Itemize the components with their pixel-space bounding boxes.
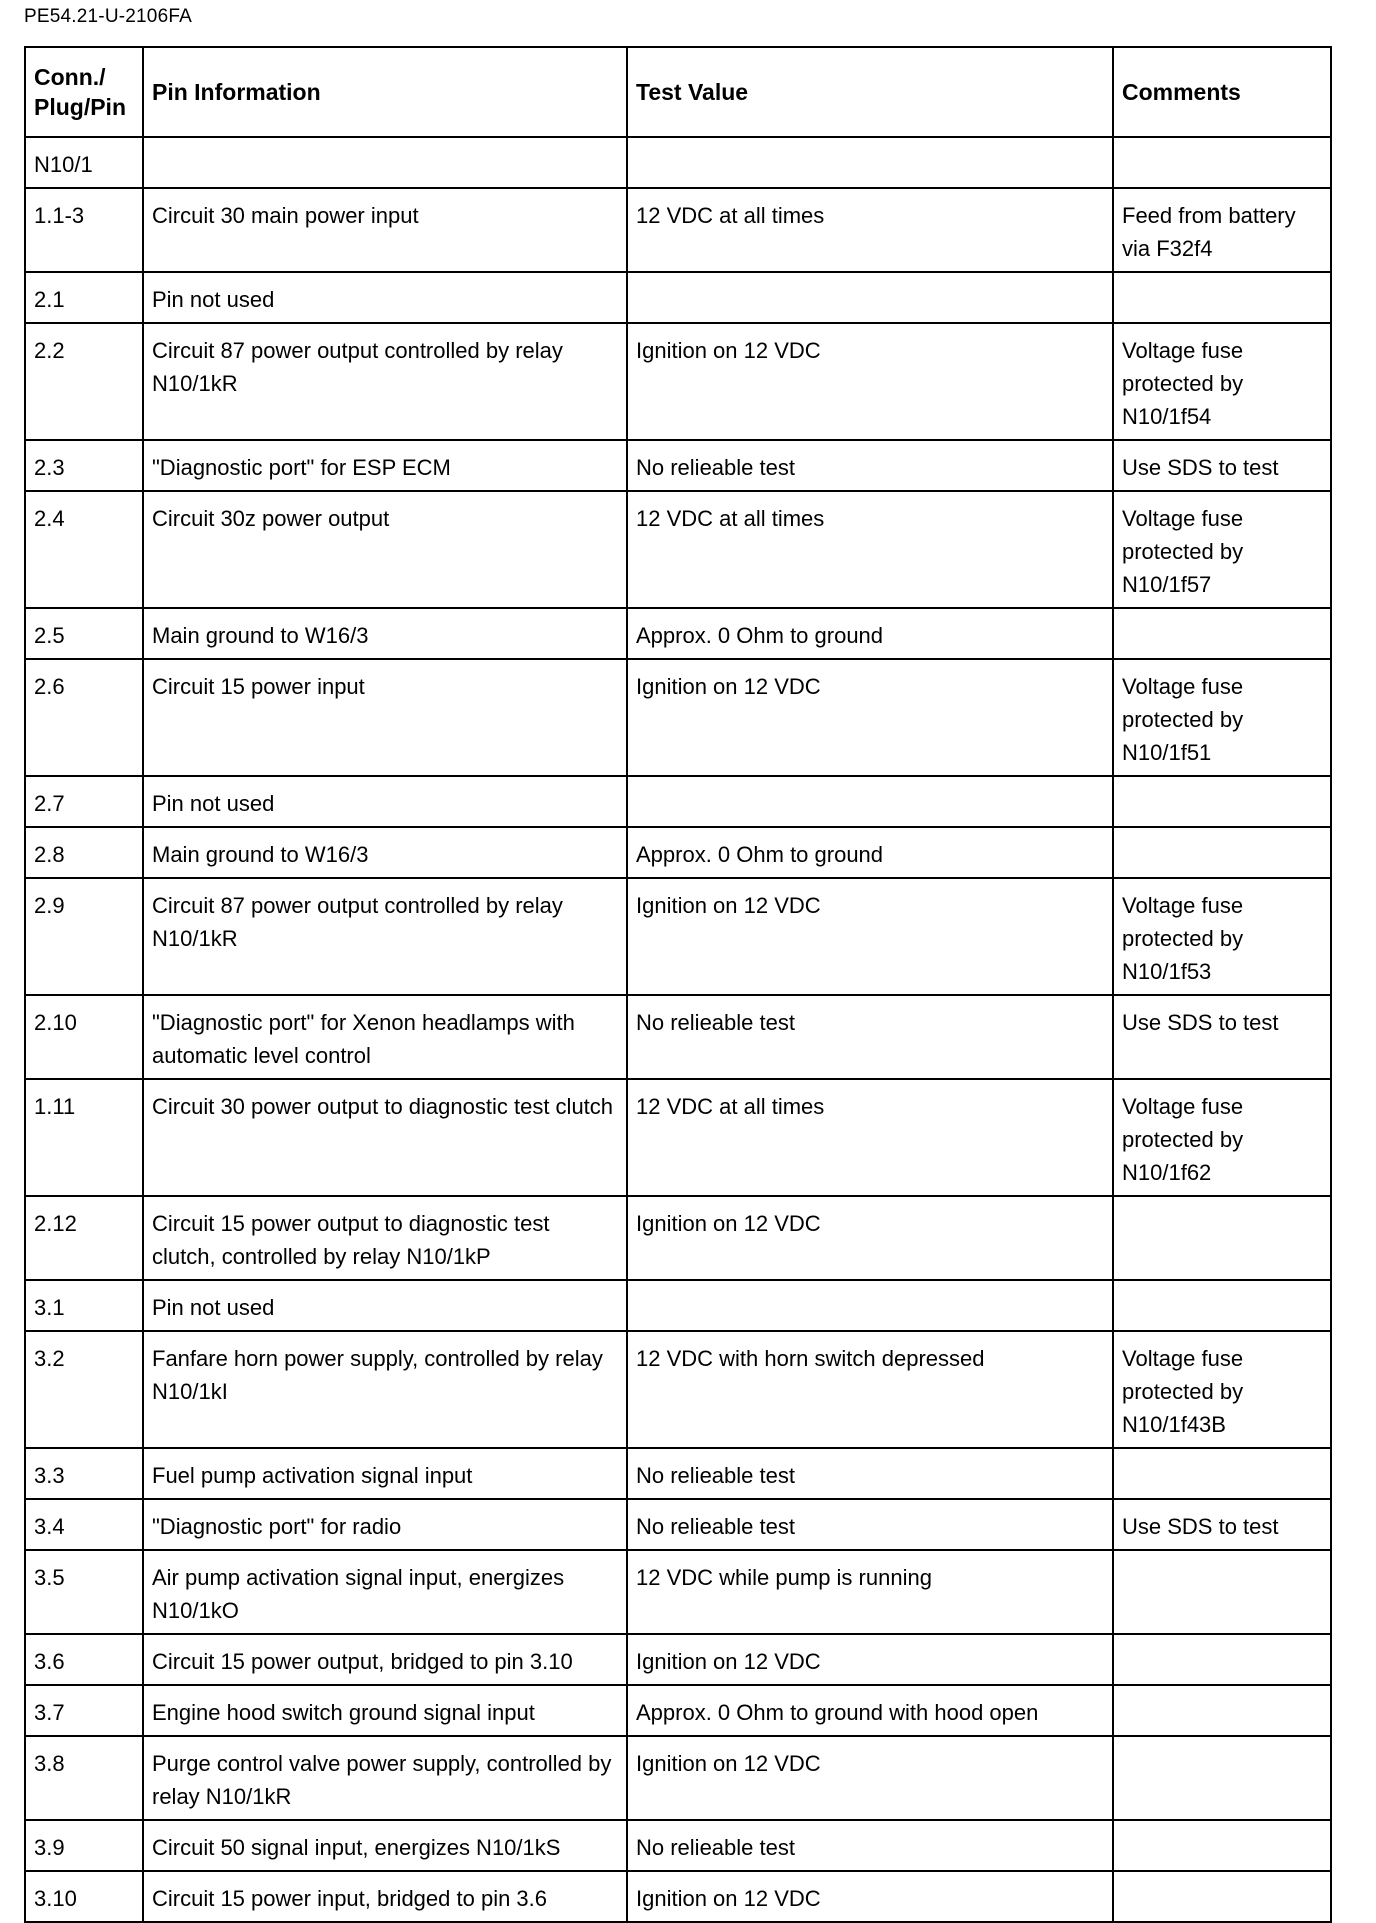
table-row (25, 995, 1331, 1079)
cell-comments (1113, 1736, 1331, 1820)
cell-pin: 3.10 (25, 1871, 143, 1922)
table-row (25, 1550, 1331, 1634)
cell-pin: 2.10 (25, 995, 143, 1079)
cell-pin: 2.5 (25, 608, 143, 659)
cell-test-value: Ignition on 12 VDC (627, 323, 1113, 440)
cell-comments (1113, 272, 1331, 323)
cell-comments (1113, 1820, 1331, 1871)
cell-test-value: 12 VDC at all times (627, 188, 1113, 272)
cell-pin-information: Fanfare horn power supply, controlled by relay N10/1kI (143, 1331, 627, 1448)
cell-test-value: No relieable test (627, 1448, 1113, 1499)
cell-pin-information: Circuit 15 power output to diagnostic test clutch, controlled by relay N10/1kP (143, 1196, 627, 1280)
table-row (25, 272, 1331, 323)
cell-test-value: Ignition on 12 VDC (627, 659, 1113, 776)
cell-pin: 3.3 (25, 1448, 143, 1499)
cell-pin-information: Fuel pump activation signal input (143, 1448, 627, 1499)
cell-pin-information: Pin not used (143, 1280, 627, 1331)
table-row (25, 1331, 1331, 1448)
cell-test-value: No relieable test (627, 1820, 1113, 1871)
cell-comments (1113, 1685, 1331, 1736)
cell-comments (1113, 827, 1331, 878)
cell-comments: Feed from battery via F32f4 (1113, 188, 1331, 272)
table-row (25, 491, 1331, 608)
cell-test-value: Ignition on 12 VDC (627, 1871, 1113, 1922)
table-row (25, 1871, 1331, 1922)
table-row (25, 1736, 1331, 1820)
pin-information-table (24, 46, 1332, 1923)
cell-pin-information: "Diagnostic port" for Xenon headlamps with automatic level control (143, 995, 627, 1079)
cell-pin: 3.6 (25, 1634, 143, 1685)
table-row (25, 1448, 1331, 1499)
cell-pin: 2.7 (25, 776, 143, 827)
cell-test-value: No relieable test (627, 440, 1113, 491)
cell-pin-information: Circuit 87 power output controlled by relay N10/1kR (143, 878, 627, 995)
cell-comments: Voltage fuse protected by N10/1f54 (1113, 323, 1331, 440)
table-row (25, 1280, 1331, 1331)
cell-pin: 3.8 (25, 1736, 143, 1820)
table-row (25, 776, 1331, 827)
cell-test-value: 12 VDC at all times (627, 491, 1113, 608)
table-row (25, 323, 1331, 440)
cell-comments (1113, 137, 1331, 188)
cell-pin: 2.1 (25, 272, 143, 323)
cell-pin: 2.2 (25, 323, 143, 440)
cell-pin-information: Air pump activation signal input, energizes N10/1kO (143, 1550, 627, 1634)
cell-pin: 2.8 (25, 827, 143, 878)
cell-pin-information: Circuit 50 signal input, energizes N10/1kS (143, 1820, 627, 1871)
cell-comments: Use SDS to test (1113, 440, 1331, 491)
cell-pin-information: Circuit 15 power output, bridged to pin 3.10 (143, 1634, 627, 1685)
cell-pin: 2.6 (25, 659, 143, 776)
cell-test-value: No relieable test (627, 995, 1113, 1079)
cell-pin: 1.1-3 (25, 188, 143, 272)
cell-pin: 3.5 (25, 1550, 143, 1634)
cell-test-value: Approx. 0 Ohm to ground with hood open (627, 1685, 1113, 1736)
cell-pin-information: Pin not used (143, 776, 627, 827)
cell-test-value (627, 1280, 1113, 1331)
cell-pin-information: Circuit 87 power output controlled by relay N10/1kR (143, 323, 627, 440)
cell-comments (1113, 1550, 1331, 1634)
document-code: PE54.21-U-2106FA (24, 6, 192, 27)
cell-pin: 3.4 (25, 1499, 143, 1550)
cell-comments (1113, 776, 1331, 827)
cell-pin-information (143, 137, 627, 188)
cell-pin-information: Main ground to W16/3 (143, 608, 627, 659)
cell-comments: Voltage fuse protected by N10/1f53 (1113, 878, 1331, 995)
table-row (25, 1196, 1331, 1280)
header-conn-plug-pin: Conn./ Plug/Pin (25, 47, 143, 137)
table-row (25, 1820, 1331, 1871)
cell-pin: 3.7 (25, 1685, 143, 1736)
cell-pin-information: Pin not used (143, 272, 627, 323)
cell-pin: 2.3 (25, 440, 143, 491)
cell-comments (1113, 1448, 1331, 1499)
cell-test-value: 12 VDC while pump is running (627, 1550, 1113, 1634)
cell-test-value: Ignition on 12 VDC (627, 1634, 1113, 1685)
cell-test-value: Approx. 0 Ohm to ground (627, 827, 1113, 878)
cell-pin-information: Main ground to W16/3 (143, 827, 627, 878)
cell-comments: Voltage fuse protected by N10/1f51 (1113, 659, 1331, 776)
cell-comments: Use SDS to test (1113, 1499, 1331, 1550)
cell-test-value: No relieable test (627, 1499, 1113, 1550)
cell-test-value (627, 137, 1113, 188)
table-row (25, 608, 1331, 659)
table-row (25, 1079, 1331, 1196)
cell-comments: Voltage fuse protected by N10/1f62 (1113, 1079, 1331, 1196)
cell-comments (1113, 1280, 1331, 1331)
cell-comments (1113, 1634, 1331, 1685)
cell-pin: 3.1 (25, 1280, 143, 1331)
cell-test-value: 12 VDC with horn switch depressed (627, 1331, 1113, 1448)
table-row (25, 1499, 1331, 1550)
cell-pin-information: "Diagnostic port" for ESP ECM (143, 440, 627, 491)
cell-comments (1113, 1871, 1331, 1922)
table-row (25, 440, 1331, 491)
cell-test-value (627, 776, 1113, 827)
header-comments: Comments (1113, 47, 1331, 137)
cell-test-value: Ignition on 12 VDC (627, 1736, 1113, 1820)
cell-pin: 2.4 (25, 491, 143, 608)
table-row (25, 1634, 1331, 1685)
cell-pin-information: Circuit 15 power input, bridged to pin 3.6 (143, 1871, 627, 1922)
table-row (25, 878, 1331, 995)
cell-test-value (627, 272, 1113, 323)
cell-pin: 2.12 (25, 1196, 143, 1280)
cell-test-value: 12 VDC at all times (627, 1079, 1113, 1196)
cell-pin-information: "Diagnostic port" for radio (143, 1499, 627, 1550)
cell-test-value: Ignition on 12 VDC (627, 878, 1113, 995)
cell-pin-information: Circuit 15 power input (143, 659, 627, 776)
cell-pin-information: Circuit 30 power output to diagnostic test clutch (143, 1079, 627, 1196)
cell-pin: 3.9 (25, 1820, 143, 1871)
table-row (25, 137, 1331, 188)
cell-pin-information: Purge control valve power supply, controlled by relay N10/1kR (143, 1736, 627, 1820)
table-header-row (25, 47, 1331, 137)
cell-comments: Use SDS to test (1113, 995, 1331, 1079)
cell-pin: N10/1 (25, 137, 143, 188)
cell-comments (1113, 1196, 1331, 1280)
cell-comments: Voltage fuse protected by N10/1f57 (1113, 491, 1331, 608)
table-row (25, 188, 1331, 272)
header-test-value: Test Value (627, 47, 1113, 137)
cell-pin: 1.11 (25, 1079, 143, 1196)
cell-comments (1113, 608, 1331, 659)
cell-pin-information: Circuit 30z power output (143, 491, 627, 608)
table-row (25, 1685, 1331, 1736)
cell-pin-information: Engine hood switch ground signal input (143, 1685, 627, 1736)
cell-test-value: Approx. 0 Ohm to ground (627, 608, 1113, 659)
cell-pin: 3.2 (25, 1331, 143, 1448)
table-row (25, 827, 1331, 878)
cell-test-value: Ignition on 12 VDC (627, 1196, 1113, 1280)
cell-pin: 2.9 (25, 878, 143, 995)
cell-comments: Voltage fuse protected by N10/1f43B (1113, 1331, 1331, 1448)
cell-pin-information: Circuit 30 main power input (143, 188, 627, 272)
table-body (25, 137, 1331, 1922)
table-row (25, 659, 1331, 776)
header-pin-information: Pin Information (143, 47, 627, 137)
